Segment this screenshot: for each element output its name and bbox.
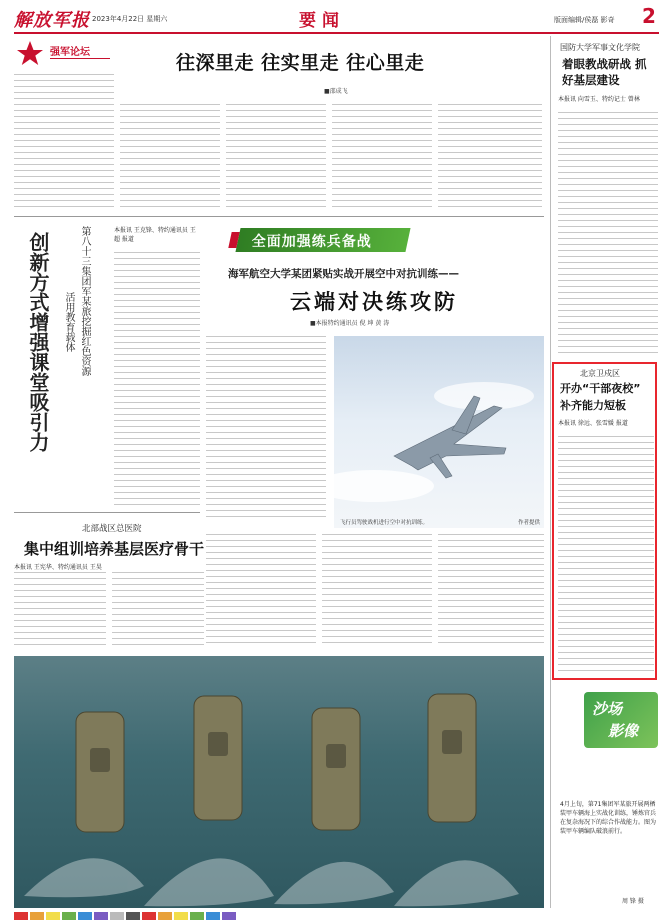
army-kicker-1: 第八十三集团军某旅挖掘红色资源 bbox=[79, 226, 90, 376]
page-editors: 版面编辑/侯磊 影奇 bbox=[554, 16, 615, 24]
issue-date: 2023年4月22日 星期六 bbox=[92, 15, 168, 23]
army-kicker-2: 活用教育载体 bbox=[63, 292, 74, 352]
masthead-rule bbox=[14, 32, 659, 34]
forum-headline: 往深里走 往实里走 往心里走 bbox=[176, 52, 425, 74]
northern-headline: 开办“干部夜校” 补齐能力短板 bbox=[560, 382, 641, 412]
naval-text-col-3 bbox=[322, 534, 432, 650]
banner-label: 全面加强练兵备战 bbox=[251, 234, 372, 250]
forum-text-col-5 bbox=[438, 104, 542, 214]
naval-photo-caption: 飞行员驾驶战机进行空中对抗训练。 bbox=[340, 520, 429, 526]
forum-label: 强军论坛 bbox=[50, 47, 90, 58]
army-byline: 本报讯 王克锋、特约通讯员 王超 报道 bbox=[114, 227, 196, 243]
army-text-col bbox=[114, 252, 200, 510]
right-col-divider bbox=[550, 36, 551, 908]
northern-kicker: 北京卫戍区 bbox=[580, 369, 620, 378]
northern-byline: 本报讯 徐远、张雪媛 报道 bbox=[558, 420, 628, 427]
naval-text-col-2 bbox=[206, 534, 316, 650]
forum-text-col-3 bbox=[226, 104, 326, 214]
newspaper-logo: 解放军报 bbox=[14, 10, 90, 31]
forum-label-rule bbox=[50, 58, 110, 59]
forum-block bbox=[14, 38, 544, 216]
page-number: 2 bbox=[642, 4, 656, 28]
sand-image-badge bbox=[584, 692, 658, 748]
culture-headline: 着眼教战研战 抓好基层建设 bbox=[562, 57, 647, 87]
army-headline: 创新方式增强课堂吸引力 bbox=[26, 232, 50, 452]
hospital-kicker: 北部战区总医院 bbox=[82, 524, 142, 534]
northern-highlight-box[interactable] bbox=[552, 362, 657, 680]
fighter-jet-photo bbox=[334, 336, 544, 528]
section-title: 要闻 bbox=[299, 11, 345, 31]
culture-headline-1 bbox=[562, 56, 656, 88]
naval-text-col-1 bbox=[206, 336, 326, 526]
forum-author: ■邵成飞 bbox=[324, 88, 348, 95]
naval-byline: ■本报特约通讯员 倪 坤 黄 涛 bbox=[310, 320, 390, 327]
hospital-text-col-1 bbox=[14, 572, 106, 650]
sand-label-1: 沙场 bbox=[592, 700, 623, 718]
hospital-text-col-2 bbox=[112, 572, 204, 650]
culture-byline: 本报讯 向雪玉、特约记士 曾林 bbox=[558, 96, 640, 103]
naval-subtitle: 海军航空大学某团紧贴实战开展空中对抗训练—— bbox=[228, 268, 459, 280]
hospital-byline: 本报讯 王宪华、特约通讯员 王昊 bbox=[14, 564, 102, 571]
sand-caption: 4月上旬，第71集团军某旅开展两栖装甲车辆海上实战化训练，锤炼官兵在复杂海况下的综合作战能力。图为装甲车辆编队破浪前行。 bbox=[560, 801, 657, 835]
forum-bottom-rule bbox=[14, 216, 544, 217]
culture-kicker: 国防大学军事文化学院 bbox=[560, 43, 640, 52]
footer-strip bbox=[14, 912, 659, 920]
star-icon bbox=[16, 40, 44, 66]
army-bottom-rule bbox=[14, 512, 200, 513]
masthead bbox=[14, 6, 659, 32]
hospital-headline: 集中组训培养基层医疗骨干 bbox=[24, 540, 205, 558]
forum-text-col-1 bbox=[14, 74, 114, 214]
jet-icon bbox=[394, 396, 506, 478]
culture-text bbox=[558, 112, 658, 362]
naval-photo-credit: 作者提供 bbox=[517, 520, 540, 526]
northern-text bbox=[558, 436, 654, 676]
sand-label-2: 影像 bbox=[608, 722, 639, 740]
training-banner bbox=[235, 228, 410, 252]
amphibious-photo bbox=[14, 656, 544, 908]
army-block bbox=[14, 222, 200, 512]
naval-headline: 云端对决练攻防 bbox=[290, 290, 458, 314]
forum-text-col-4 bbox=[332, 104, 432, 214]
sand-credit: 周 锋 摄 bbox=[622, 898, 644, 905]
naval-text-col-4 bbox=[438, 534, 544, 650]
tank-icon bbox=[76, 694, 476, 832]
forum-text-col-2 bbox=[120, 104, 220, 214]
